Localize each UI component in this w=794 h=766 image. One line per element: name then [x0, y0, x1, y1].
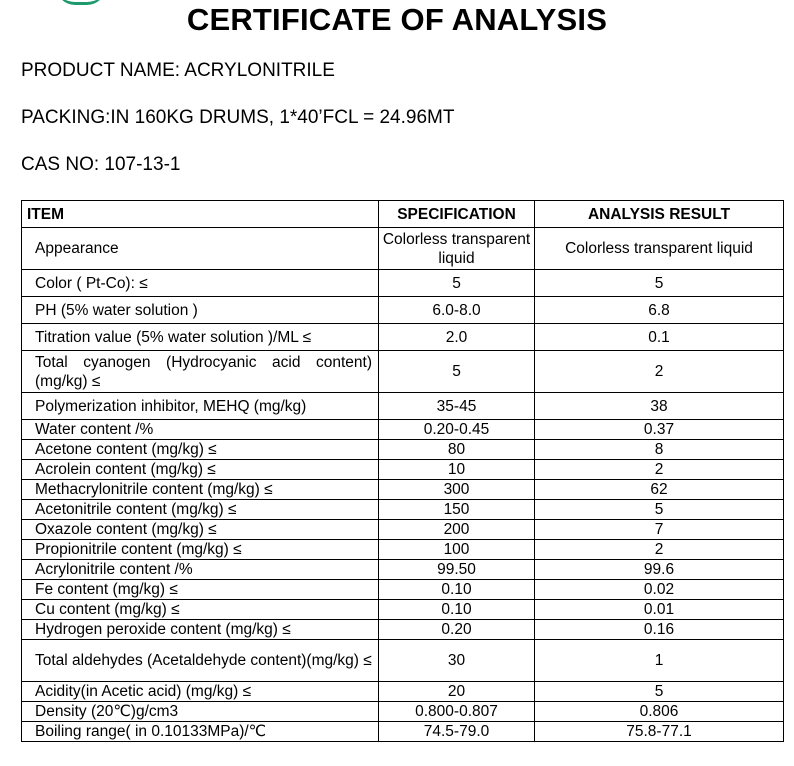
item-cell: Total cyanogen (Hydrocyanic acid content)(mg/kg) ≤: [22, 351, 379, 393]
spec-cell: 5: [379, 270, 535, 297]
item-cell: Appearance: [22, 228, 379, 270]
spec-cell: 30: [379, 640, 535, 682]
item-cell: Propionitrile content (mg/kg) ≤: [22, 540, 379, 560]
item-cell: Methacrylonitrile content (mg/kg) ≤: [22, 480, 379, 500]
spec-cell: 80: [379, 440, 535, 460]
result-cell: 5: [535, 682, 784, 702]
cas-number-line: CAS NO: 107-13-1: [21, 154, 181, 175]
result-cell: 38: [535, 393, 784, 420]
result-cell: 99.6: [535, 560, 784, 580]
table-row: [22, 270, 784, 297]
spec-cell: 2.0: [379, 324, 535, 351]
table-row: [22, 460, 784, 480]
item-cell: Hydrogen peroxide content (mg/kg) ≤: [22, 620, 379, 640]
table-row: [22, 640, 784, 682]
table-row: [22, 324, 784, 351]
table-row: [22, 440, 784, 460]
item-cell: PH (5% water solution ): [22, 297, 379, 324]
table-row: [22, 480, 784, 500]
table-row: [22, 600, 784, 620]
table-row: [22, 580, 784, 600]
result-cell: 0.1: [535, 324, 784, 351]
result-cell: 62: [535, 480, 784, 500]
item-cell: Total aldehydes (Acetaldehyde content)(mg/kg) ≤: [22, 640, 379, 682]
header-analysis-result: ANALYSIS RESULT: [535, 201, 784, 228]
result-cell: 75.8-77.1: [535, 722, 784, 742]
spec-cell: 0.800-0.807: [379, 702, 535, 722]
document-title: CERTIFICATE OF ANALYSIS: [186, 2, 608, 37]
item-cell: Polymerization inhibitor, MEHQ (mg/kg): [22, 393, 379, 420]
item-cell: Acrylonitrile content /%: [22, 560, 379, 580]
result-cell: Colorless transparent liquid: [535, 228, 784, 270]
table-row: [22, 540, 784, 560]
table-row: [22, 722, 784, 742]
result-cell: 5: [535, 500, 784, 520]
spec-cell: 300: [379, 480, 535, 500]
spec-cell: 6.0-8.0: [379, 297, 535, 324]
spec-cell: 0.20: [379, 620, 535, 640]
result-cell: 8: [535, 440, 784, 460]
spec-cell: 0.10: [379, 580, 535, 600]
result-cell: 2: [535, 351, 784, 393]
spec-cell: 0.20-0.45: [379, 420, 535, 440]
item-cell: Titration value (5% water solution )/ML ≤: [22, 324, 379, 351]
spec-cell: 10: [379, 460, 535, 480]
table-row: [22, 420, 784, 440]
item-cell: Boiling range( in 0.10133MPa)/℃: [22, 722, 379, 742]
table-row: [22, 620, 784, 640]
item-cell: Fe content (mg/kg) ≤: [22, 580, 379, 600]
result-cell: 2: [535, 540, 784, 560]
result-cell: 2: [535, 460, 784, 480]
packing-line: PACKING:IN 160KG DRUMS, 1*40’FCL = 24.96MT: [21, 107, 455, 128]
item-cell: Oxazole content (mg/kg) ≤: [22, 520, 379, 540]
result-cell: 1: [535, 640, 784, 682]
item-cell: Density (20℃)g/cm3: [22, 702, 379, 722]
table-row: [22, 351, 784, 393]
spec-cell: 35-45: [379, 393, 535, 420]
item-cell: Acidity(in Acetic acid) (mg/kg) ≤: [22, 682, 379, 702]
item-cell: Color ( Pt-Co): ≤: [22, 270, 379, 297]
table-row: [22, 702, 784, 722]
spec-cell: 150: [379, 500, 535, 520]
table-row: [22, 393, 784, 420]
item-cell: Acetone content (mg/kg) ≤: [22, 440, 379, 460]
spec-cell: 5: [379, 351, 535, 393]
product-name-line: PRODUCT NAME: ACRYLONITRILE: [21, 60, 335, 81]
item-cell: Acrolein content (mg/kg) ≤: [22, 460, 379, 480]
table-row: [22, 560, 784, 580]
spec-cell: 20: [379, 682, 535, 702]
item-cell: Cu content (mg/kg) ≤: [22, 600, 379, 620]
result-cell: 5: [535, 270, 784, 297]
table-row: [22, 682, 784, 702]
item-cell: Acetonitrile content (mg/kg) ≤: [22, 500, 379, 520]
table-row: [22, 297, 784, 324]
result-cell: 0.01: [535, 600, 784, 620]
spec-cell: 74.5-79.0: [379, 722, 535, 742]
spec-cell: 0.10: [379, 600, 535, 620]
spec-cell: Colorless transparent liquid: [379, 228, 535, 270]
result-cell: 0.16: [535, 620, 784, 640]
result-cell: 7: [535, 520, 784, 540]
spec-cell: 99.50: [379, 560, 535, 580]
table-row: [22, 228, 784, 270]
table-row: [22, 500, 784, 520]
table-row: [22, 520, 784, 540]
item-cell: Water content /%: [22, 420, 379, 440]
spec-cell: 100: [379, 540, 535, 560]
table-header-row: [22, 201, 784, 228]
result-cell: 0.02: [535, 580, 784, 600]
result-cell: 0.806: [535, 702, 784, 722]
spec-cell: 200: [379, 520, 535, 540]
result-cell: 0.37: [535, 420, 784, 440]
header-item: ITEM: [22, 201, 379, 228]
header-specification: SPECIFICATION: [379, 201, 535, 228]
analysis-table: [21, 200, 784, 742]
result-cell: 6.8: [535, 297, 784, 324]
